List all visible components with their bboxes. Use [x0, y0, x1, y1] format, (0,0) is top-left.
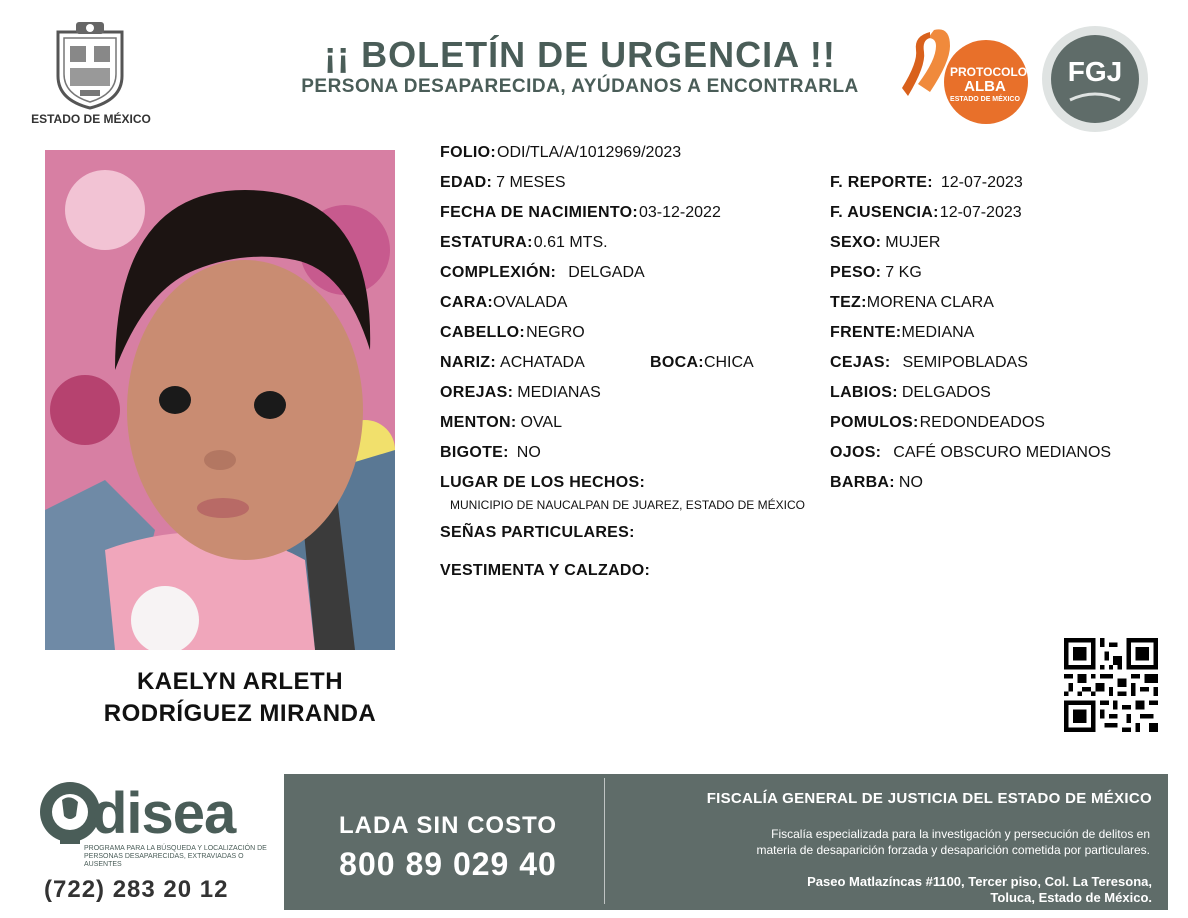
address-line-1: Paseo Matlazíncas #1100, Tercer piso, Col. La Teresona,: [807, 874, 1152, 889]
field-labios: [830, 384, 991, 402]
f-ausencia-label: F. AUSENCIA:: [830, 204, 939, 221]
ojos-value: CAFÉ OBSCURO MEDIANOS: [893, 444, 1112, 461]
field-f-reporte: [830, 174, 1023, 192]
orejas-value: MEDIANAS: [517, 384, 601, 401]
agency-description: [612, 826, 1150, 858]
boca-label: BOCA:: [650, 354, 704, 371]
estado-de-mexico-seal-icon: [50, 18, 130, 110]
field-barba: [830, 474, 923, 492]
field-lugar: [440, 474, 645, 492]
field-edad: [440, 174, 566, 192]
f-reporte-value: 12-07-2023: [940, 174, 1023, 191]
complexion-label: COMPLEXIÓN:: [440, 264, 557, 281]
fecha-nacimiento-label: FECHA DE NACIMIENTO:: [440, 204, 638, 221]
estatura-value: 0.61 MTS.: [533, 234, 608, 251]
ojos-label: OJOS:: [830, 444, 882, 461]
senas-label: SEÑAS PARTICULARES:: [440, 524, 635, 541]
orejas-label: OREJAS:: [440, 384, 514, 401]
field-tez: [830, 294, 994, 312]
cara-label: CARA:: [440, 294, 494, 311]
lada-label: LADA SIN COSTO: [338, 812, 557, 839]
vestimenta-label: VESTIMENTA Y CALZADO:: [440, 562, 651, 579]
field-nariz: [440, 354, 585, 372]
qr-code-icon[interactable]: [1064, 638, 1158, 732]
field-estatura: [440, 234, 608, 252]
person-name-line-1: KAELYN ARLETH: [136, 668, 344, 695]
odisea-phone[interactable]: (722) 283 20 12: [44, 876, 229, 903]
edad-value: 7 MESES: [496, 174, 566, 191]
folio-value: ODI/TLA/A/1012969/2023: [497, 144, 682, 161]
bigote-value: NO: [516, 444, 541, 461]
frente-value: MEDIANA: [901, 324, 975, 341]
field-cara: [440, 294, 567, 312]
agency-address: [612, 874, 1152, 906]
field-senas: [440, 524, 635, 542]
labios-value: DELGADOS: [901, 384, 991, 401]
field-peso: [830, 264, 922, 282]
fgj-logo-label: FGJ: [1067, 56, 1123, 87]
missing-person-photo: [45, 150, 395, 650]
agency-description-line-2: materia de desaparición forzada y desaparición cometida por particulares.: [756, 843, 1150, 857]
barba-label: BARBA:: [830, 474, 895, 491]
field-sexo: [830, 234, 940, 252]
odisea-description: PROGRAMA PARA LA BÚSQUEDA Y LOCALIZACIÓN DE PERSONAS DESAPARECIDAS, EXTRAVIADAS O AUSENTES: [84, 845, 267, 868]
pomulos-value: REDONDEADOS: [919, 414, 1045, 431]
barba-value: NO: [898, 474, 923, 491]
fecha-nacimiento-value: 03-12-2022: [639, 204, 721, 221]
boca-value: CHICA: [703, 354, 754, 371]
footer-divider: [604, 778, 605, 904]
agency-description-line-1: Fiscalía especializada para la investigación y persecución de delitos en: [771, 827, 1150, 841]
field-menton: [440, 414, 562, 432]
bulletin-subtitle: PERSONA DESAPARECIDA, AYÚDANOS A ENCONTRARLA: [301, 76, 859, 97]
pomulos-label: POMULOS:: [830, 414, 919, 431]
odisea-wordmark: disea: [92, 781, 236, 846]
field-f-ausencia: [830, 204, 1022, 222]
field-bigote: [440, 444, 541, 462]
agency-name: FISCALÍA GENERAL DE JUSTICIA DEL ESTADO DE MÉXICO: [706, 790, 1152, 807]
field-ojos: [830, 444, 1111, 462]
toll-free-phone[interactable]: 800 89 029 40: [339, 846, 557, 882]
complexion-value: DELGADA: [568, 264, 645, 281]
cejas-value: SEMIPOBLADAS: [902, 354, 1028, 371]
field-boca: [650, 354, 754, 372]
tez-value: MORENA CLARA: [866, 294, 994, 311]
field-pomulos: [830, 414, 1045, 432]
state-label: ESTADO DE MÉXICO: [31, 112, 151, 126]
field-complexion: [440, 264, 645, 282]
person-name: [45, 666, 435, 730]
alba-line-1: PROTOCOLO: [950, 65, 1028, 79]
tez-label: TEZ:: [830, 294, 867, 311]
labios-label: LABIOS:: [830, 384, 898, 401]
field-folio: [440, 144, 681, 162]
peso-value: 7 KG: [885, 264, 922, 281]
field-cejas: [830, 354, 1028, 372]
nariz-label: NARIZ:: [440, 354, 497, 371]
menton-value: OVAL: [520, 414, 562, 431]
alba-label: [950, 65, 1028, 104]
bigote-label: BIGOTE:: [440, 444, 509, 461]
sexo-label: SEXO:: [830, 234, 882, 251]
peso-label: PESO:: [830, 264, 882, 281]
f-reporte-label: F. REPORTE:: [830, 174, 933, 191]
field-fecha-nacimiento: [440, 204, 721, 222]
edad-label: EDAD:: [440, 174, 493, 191]
cejas-label: CEJAS:: [830, 354, 891, 371]
estatura-label: ESTATURA:: [440, 234, 533, 251]
cabello-label: CABELLO:: [440, 324, 526, 341]
bulletin-title: ¡¡ BOLETÍN DE URGENCIA !!: [324, 34, 836, 75]
field-cabello: [440, 324, 585, 342]
sexo-value: MUJER: [885, 234, 941, 251]
folio-label: FOLIO:: [440, 144, 497, 161]
f-ausencia-value: 12-07-2023: [939, 204, 1022, 221]
menton-label: MENTON:: [440, 414, 517, 431]
person-name-line-2: RODRÍGUEZ MIRANDA: [103, 700, 377, 727]
alba-line-3: ESTADO DE MÉXICO: [950, 96, 1020, 104]
field-frente: [830, 324, 974, 342]
lugar-value: MUNICIPIO DE NAUCALPAN DE JUAREZ, ESTADO DE MÉXICO: [450, 498, 805, 512]
field-orejas: [440, 384, 601, 402]
cabello-value: NEGRO: [526, 324, 585, 341]
frente-label: FRENTE:: [830, 324, 902, 341]
lugar-label: LUGAR DE LOS HECHOS:: [440, 474, 646, 491]
field-vestimenta: [440, 562, 650, 580]
nariz-value: ACHATADA: [500, 354, 585, 371]
alba-line-2: ALBA: [964, 77, 1006, 95]
address-line-2: Toluca, Estado de México.: [990, 890, 1152, 905]
cara-value: OVALADA: [493, 294, 568, 311]
